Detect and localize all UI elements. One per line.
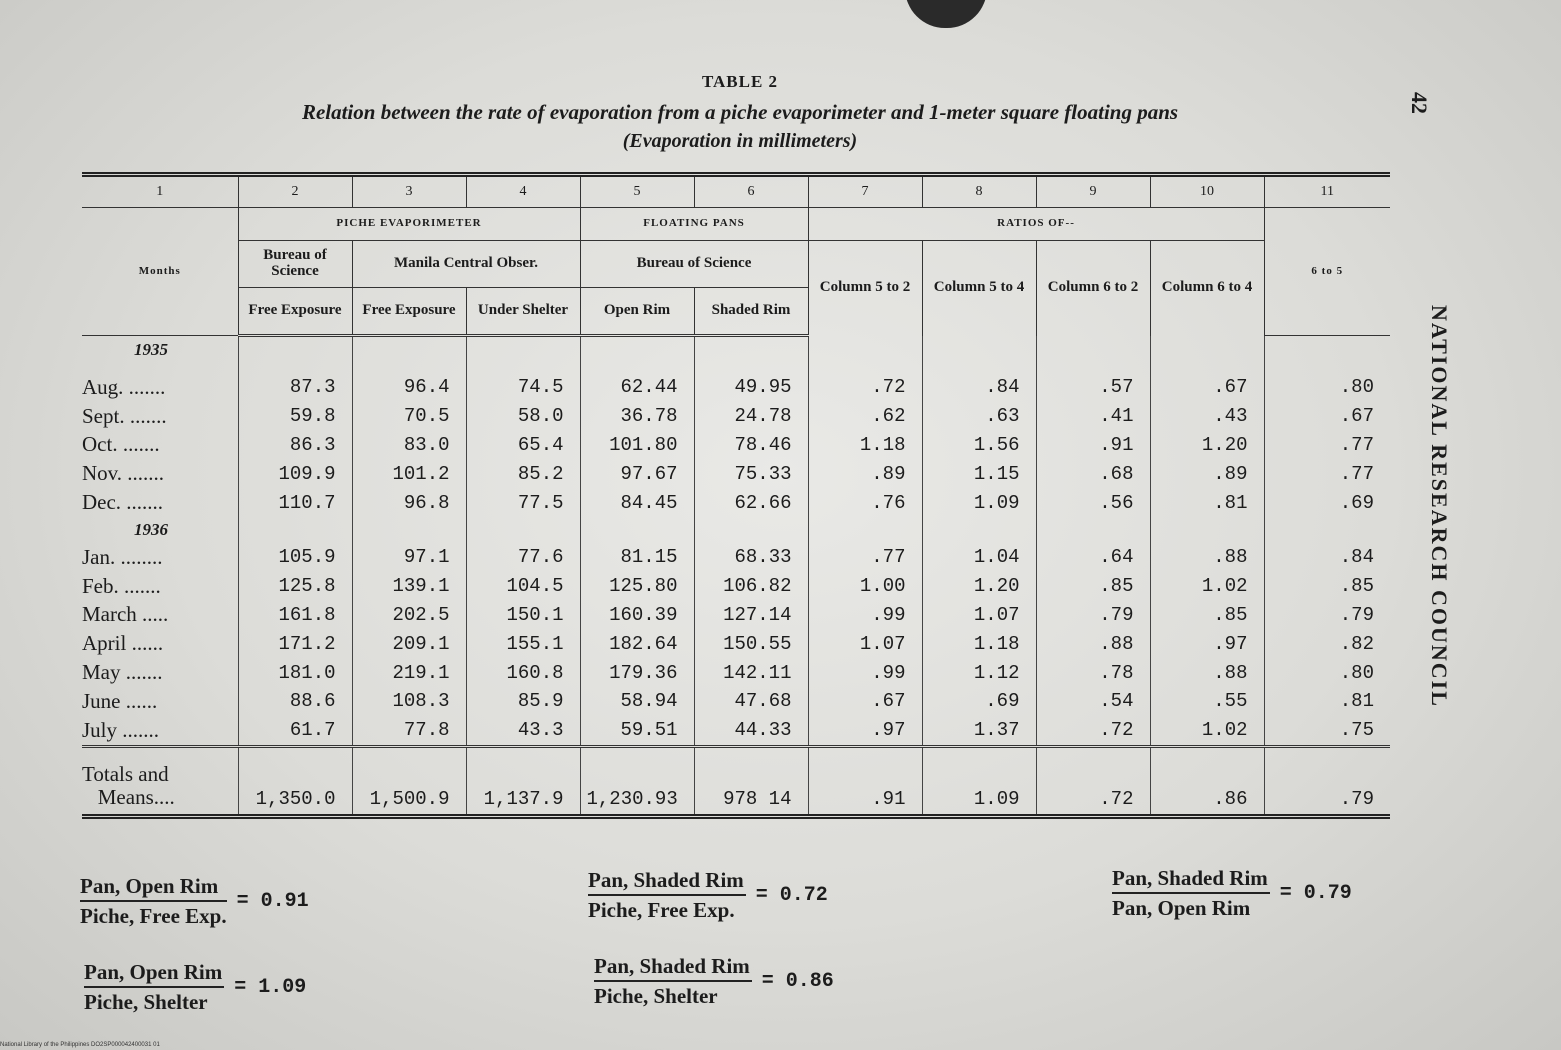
table-row <box>82 658 1390 687</box>
table-row <box>82 572 1390 601</box>
table-cell: 36.78 <box>580 402 694 431</box>
table-cell: 88.6 <box>238 687 352 716</box>
table-body <box>82 336 1390 817</box>
column-number: 5 <box>580 175 694 208</box>
totals-cell: .79 <box>1264 746 1390 816</box>
table-cell: .84 <box>922 363 1036 402</box>
month-label: April ...... <box>82 631 164 656</box>
table-cell: .79 <box>1264 601 1390 630</box>
table-cell: 77.6 <box>466 543 580 572</box>
table-cell: 83.0 <box>352 431 466 460</box>
table-cell: 219.1 <box>352 658 466 687</box>
month-label: Aug. ....... <box>82 374 166 399</box>
table-cell: .85 <box>1036 572 1150 601</box>
ratio-value: = 1.09 <box>234 976 307 999</box>
table-cell: .41 <box>1036 402 1150 431</box>
ratio-value: = 0.79 <box>1279 882 1352 905</box>
month-label: June ...... <box>82 688 158 713</box>
table-cell: 108.3 <box>352 687 466 716</box>
table-row <box>82 431 1390 460</box>
column-number: 2 <box>238 175 352 208</box>
table-cell: 1.02 <box>1150 716 1264 746</box>
table-cell: .79 <box>1036 601 1150 630</box>
table-cell: .84 <box>1264 543 1390 572</box>
table-cell: 43.3 <box>466 716 580 746</box>
table-row <box>82 629 1390 658</box>
table-cell: .76 <box>808 488 922 517</box>
col10-header: Column 6 to 4 <box>1150 241 1264 336</box>
totals-label <box>82 746 238 816</box>
table-cell: .80 <box>1264 363 1390 402</box>
table-row <box>82 543 1390 572</box>
table-row <box>82 459 1390 488</box>
table-cell: .69 <box>922 687 1036 716</box>
table-cell: 182.64 <box>580 629 694 658</box>
month-label: May ....... <box>82 660 163 685</box>
totals-cell: 1,137.9 <box>466 746 580 816</box>
table-cell: 142.11 <box>694 658 808 687</box>
totals-cell: .72 <box>1036 746 1150 816</box>
totals-row <box>82 746 1390 816</box>
table-cell: .88 <box>1036 629 1150 658</box>
table-cell: 1.56 <box>922 431 1036 460</box>
table-cell: .97 <box>808 716 922 746</box>
table-label: TABLE 2 <box>701 72 779 91</box>
table-cell: 1.20 <box>1150 431 1264 460</box>
table-cell: .72 <box>808 363 922 402</box>
open-rim-header: Open Rim <box>580 288 694 336</box>
table-cell: .67 <box>1264 402 1390 431</box>
ratio-open-rim-shelter <box>84 960 306 1015</box>
table-cell: 160.8 <box>466 658 580 687</box>
table-cell: 78.46 <box>694 431 808 460</box>
year-row <box>82 336 1390 364</box>
table-cell: 202.5 <box>352 601 466 630</box>
table-cell: 101.80 <box>580 431 694 460</box>
ratio-open-rim-free-exp <box>80 874 309 929</box>
table-cell: 75.33 <box>694 459 808 488</box>
table-cell: 104.5 <box>466 572 580 601</box>
months-header: Months <box>82 208 238 336</box>
table-cell: 1.07 <box>808 629 922 658</box>
manila-central-obser-header: Manila Central Obser. <box>352 241 580 288</box>
ratio-denominator: Piche, Free Exp. <box>80 904 227 928</box>
table-cell: 68.33 <box>694 543 808 572</box>
column-number: 4 <box>466 175 580 208</box>
library-credit: National Library of the Philippines DO2SP000042400031 01 <box>0 1042 160 1048</box>
table-cell: .64 <box>1036 543 1150 572</box>
bureau-of-science-header: Bureau of Science <box>238 241 352 288</box>
year-label: 1936 <box>134 519 168 539</box>
table-cell: 87.3 <box>238 363 352 402</box>
table-cell: .77 <box>1264 431 1390 460</box>
table-row <box>82 716 1390 746</box>
table-cell: .81 <box>1264 687 1390 716</box>
table-cell: 155.1 <box>466 629 580 658</box>
table-header <box>82 175 1390 336</box>
table-cell: 125.80 <box>580 572 694 601</box>
column-number: 11 <box>1264 175 1390 208</box>
table-cell: .85 <box>1150 601 1264 630</box>
month-label: Oct. ....... <box>82 432 160 457</box>
year-row <box>82 517 1390 543</box>
column-number: 7 <box>808 175 922 208</box>
totals-cell: 1,500.9 <box>352 746 466 816</box>
month-label: Jan. ........ <box>82 544 163 569</box>
table-row <box>82 601 1390 630</box>
table-cell: 150.1 <box>466 601 580 630</box>
table-cell: 85.2 <box>466 459 580 488</box>
ratio-denominator: Piche, Shelter <box>84 990 208 1014</box>
table-cell: 62.66 <box>694 488 808 517</box>
table-cell: 62.44 <box>580 363 694 402</box>
table-cell: 139.1 <box>352 572 466 601</box>
col9-header: Column 6 to 2 <box>1036 241 1150 336</box>
month-label: Dec. ....... <box>82 490 164 515</box>
table-cell: .82 <box>1264 629 1390 658</box>
column-number: 10 <box>1150 175 1264 208</box>
piche-evaporimeter-header: PICHE EVAPORIMETER <box>238 208 580 241</box>
table-cell: 44.33 <box>694 716 808 746</box>
table-row <box>82 488 1390 517</box>
table-cell: .69 <box>1264 488 1390 517</box>
ink-blot <box>905 0 987 28</box>
table-cell: .62 <box>808 402 922 431</box>
shaded-rim-header: Shaded Rim <box>694 288 808 336</box>
totals-label-line1: Totals and <box>82 762 169 787</box>
table-cell: 59.51 <box>580 716 694 746</box>
group-header-row <box>82 208 1390 241</box>
table-cell: 1.07 <box>922 601 1036 630</box>
table-cell: .75 <box>1264 716 1390 746</box>
totals-cell: .86 <box>1150 746 1264 816</box>
table-cell: 125.8 <box>238 572 352 601</box>
table-cell: .77 <box>808 543 922 572</box>
table-cell: 1.12 <box>922 658 1036 687</box>
subgroup-header-row <box>82 241 1390 288</box>
table-cell: 1.09 <box>922 488 1036 517</box>
free-exposure-header: Free Exposure <box>238 288 352 336</box>
table-cell: 77.8 <box>352 716 466 746</box>
table-cell: .89 <box>1150 459 1264 488</box>
ratios-header: RATIOS OF-- <box>808 208 1264 241</box>
evaporation-table <box>82 172 1390 819</box>
ratio-numerator: Pan, Shaded Rim <box>594 954 752 982</box>
table-cell: 1.18 <box>922 629 1036 658</box>
table-cell: .88 <box>1150 658 1264 687</box>
month-label: Sept. ....... <box>82 403 167 428</box>
under-shelter-header: Under Shelter <box>466 288 580 336</box>
month-label: July ....... <box>82 717 160 742</box>
column-number: 3 <box>352 175 466 208</box>
ratio-denominator: Piche, Shelter <box>594 984 718 1008</box>
table-cell: 105.9 <box>238 543 352 572</box>
table-cell: 59.8 <box>238 402 352 431</box>
table-cell: .91 <box>1036 431 1150 460</box>
ratio-denominator: Pan, Open Rim <box>1112 896 1251 920</box>
table-cell: 110.7 <box>238 488 352 517</box>
table-cell: 61.7 <box>238 716 352 746</box>
running-head: NATIONAL RESEARCH COUNCIL <box>1427 305 1452 708</box>
table-cell: 150.55 <box>694 629 808 658</box>
table-cell: 97.1 <box>352 543 466 572</box>
table-cell: 84.45 <box>580 488 694 517</box>
free-exposure-header: Free Exposure <box>352 288 466 336</box>
ratio-value: = 0.72 <box>755 884 828 907</box>
table-cell: 70.5 <box>352 402 466 431</box>
table-cell: .97 <box>1150 629 1264 658</box>
table-row <box>82 363 1390 402</box>
col11-header: 6 to 5 <box>1264 208 1390 336</box>
ratio-numerator: Pan, Open Rim <box>84 960 224 988</box>
table-cell: .67 <box>808 687 922 716</box>
table-cell: 160.39 <box>580 601 694 630</box>
totals-cell: 978 14 <box>694 746 808 816</box>
table-cell: .77 <box>1264 459 1390 488</box>
column-number: 1 <box>82 175 238 208</box>
table-cell: .67 <box>1150 363 1264 402</box>
table-cell: 1.37 <box>922 716 1036 746</box>
page-number: 42 <box>1407 92 1432 114</box>
ratio-numerator: Pan, Shaded Rim <box>1112 866 1270 894</box>
floating-pans-header: FLOATING PANS <box>580 208 808 241</box>
table-cell: 96.4 <box>352 363 466 402</box>
month-label: Feb. ....... <box>82 573 161 598</box>
table-cell: .72 <box>1036 716 1150 746</box>
ratio-shaded-rim-open-rim <box>1112 866 1352 921</box>
table-cell: 58.94 <box>580 687 694 716</box>
table-cell: 1.02 <box>1150 572 1264 601</box>
month-label: March ..... <box>82 602 169 627</box>
table-cell: .43 <box>1150 402 1264 431</box>
table-cell: 1.18 <box>808 431 922 460</box>
table-cell: 209.1 <box>352 629 466 658</box>
pans-bureau-of-science-header: Bureau of Science <box>580 241 808 288</box>
table-cell: .89 <box>808 459 922 488</box>
table-row <box>82 402 1390 431</box>
totals-cell: 1,230.93 <box>580 746 694 816</box>
ratio-shaded-rim-shelter <box>594 954 834 1009</box>
table-cell: .81 <box>1150 488 1264 517</box>
table-cell: .85 <box>1264 572 1390 601</box>
table-cell: 109.9 <box>238 459 352 488</box>
column-number: 8 <box>922 175 1036 208</box>
totals-cell: .91 <box>808 746 922 816</box>
table-cell: .99 <box>808 601 922 630</box>
table-cell: 58.0 <box>466 402 580 431</box>
year-label: 1935 <box>134 339 168 359</box>
table-row <box>82 687 1390 716</box>
table-cell: .99 <box>808 658 922 687</box>
table-cell: 77.5 <box>466 488 580 517</box>
totals-label-line2: Means.... <box>97 785 175 810</box>
table-cell: .55 <box>1150 687 1264 716</box>
table-cell: 81.15 <box>580 543 694 572</box>
table-cell: 181.0 <box>238 658 352 687</box>
table-cell: .57 <box>1036 363 1150 402</box>
column-number-row <box>82 175 1390 208</box>
table-cell: 106.82 <box>694 572 808 601</box>
table-cell: 171.2 <box>238 629 352 658</box>
table-cell: 49.95 <box>694 363 808 402</box>
totals-cell: 1.09 <box>922 746 1036 816</box>
table-cell: 1.20 <box>922 572 1036 601</box>
col7-header: Column 5 to 2 <box>808 241 922 336</box>
table-cell: .56 <box>1036 488 1150 517</box>
ratio-numerator: Pan, Shaded Rim <box>588 868 746 896</box>
table-cell: 101.2 <box>352 459 466 488</box>
table-cell: 65.4 <box>466 431 580 460</box>
column-number: 6 <box>694 175 808 208</box>
table-cell: 97.67 <box>580 459 694 488</box>
table-cell: 1.15 <box>922 459 1036 488</box>
table-cell: 96.8 <box>352 488 466 517</box>
table-cell: 86.3 <box>238 431 352 460</box>
table-cell: 127.14 <box>694 601 808 630</box>
month-label: Nov. ....... <box>82 461 165 486</box>
table-cell: .68 <box>1036 459 1150 488</box>
table-cell: .78 <box>1036 658 1150 687</box>
table-cell: .54 <box>1036 687 1150 716</box>
table-cell: .63 <box>922 402 1036 431</box>
table-cell: 1.00 <box>808 572 922 601</box>
table-cell: 179.36 <box>580 658 694 687</box>
table-cell: 74.5 <box>466 363 580 402</box>
ratio-shaded-rim-free-exp <box>588 868 828 923</box>
table-cell: 1.04 <box>922 543 1036 572</box>
table-cell: 24.78 <box>694 402 808 431</box>
ratio-denominator: Piche, Free Exp. <box>588 898 735 922</box>
table-title: Relation between the rate of evaporation from a piche evaporimeter and 1-meter square floating pans <box>301 100 1179 124</box>
col8-header: Column 5 to 4 <box>922 241 1036 336</box>
table-cell: .88 <box>1150 543 1264 572</box>
table-cell: 85.9 <box>466 687 580 716</box>
table-cell: .80 <box>1264 658 1390 687</box>
ratio-value: = 0.86 <box>761 970 834 993</box>
table-cell: 161.8 <box>238 601 352 630</box>
ratio-value: = 0.91 <box>236 890 309 913</box>
column-number: 9 <box>1036 175 1150 208</box>
table-subtitle: (Evaporation in millimeters) <box>622 130 858 152</box>
table-cell: 47.68 <box>694 687 808 716</box>
totals-cell: 1,350.0 <box>238 746 352 816</box>
ratio-numerator: Pan, Open Rim <box>80 874 227 902</box>
